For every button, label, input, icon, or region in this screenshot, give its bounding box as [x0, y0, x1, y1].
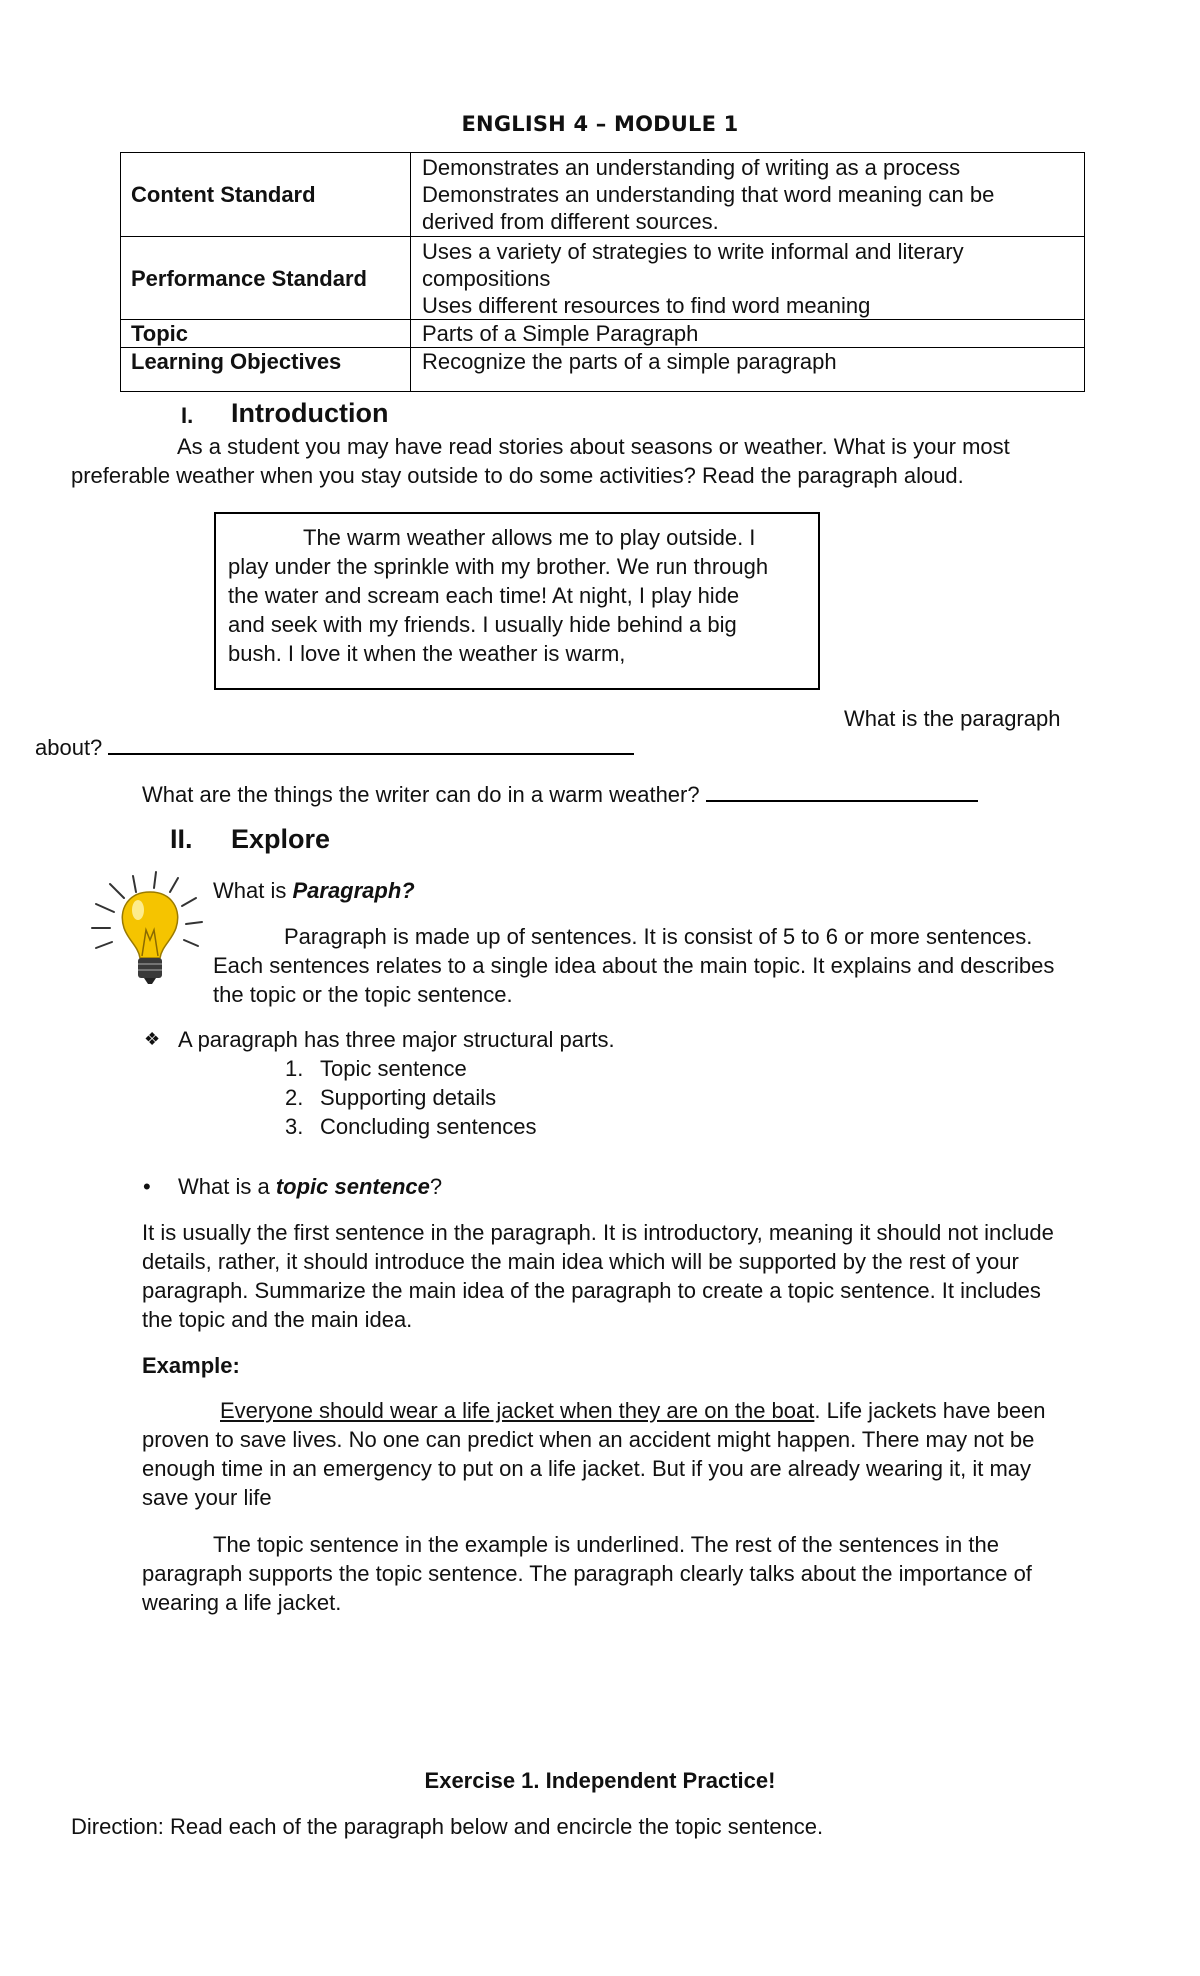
- standards-table: [120, 152, 1085, 392]
- explain-line-3: wearing a life jacket.: [142, 1590, 342, 1615]
- learning-objectives-label: Learning Objectives: [121, 348, 411, 392]
- answer-blank-1[interactable]: [108, 753, 634, 755]
- table-row: [121, 153, 1085, 237]
- lightbulb-icon: [90, 868, 230, 988]
- list-item-number: 3.: [285, 1114, 304, 1139]
- question-2: What are the things the writer can do in a warm weather?: [142, 780, 978, 809]
- content-standard-value: Demonstrates an understanding of writing as a process Demonstrates an understanding that word meaning can be derived from different sources.: [411, 153, 1085, 237]
- explore-numeral: II.: [170, 824, 193, 854]
- example-label: Example:: [142, 1353, 240, 1378]
- intro-text-line-2: preferable weather when you stay outside to do some activities? Read the paragraph aloud.: [71, 463, 964, 488]
- table-row: [121, 320, 1085, 348]
- intro-heading: Introduction: [231, 398, 389, 428]
- bullet-icon: •: [143, 1174, 151, 1199]
- topic-line-3: paragraph. Summarize the main idea of the paragraph to create a topic sentence. It includes: [142, 1278, 1041, 1303]
- list-item-number: 2.: [285, 1085, 304, 1110]
- answer-blank-2[interactable]: [706, 800, 978, 802]
- example-line-2: proven to save lives. No one can predict when an accident might happen. There may not be: [142, 1427, 1035, 1452]
- list-item-number: 1.: [285, 1056, 304, 1081]
- table-row: [121, 348, 1085, 392]
- definition-line-1: Paragraph is made up of sentences. It is consist of 5 to 6 or more sentences.: [284, 924, 1033, 949]
- list-item: Concluding sentences: [320, 1114, 537, 1139]
- definition-line-2: Each sentences relates to a single idea about the main topic. It explains and describes: [213, 953, 1055, 978]
- content-standard-label: Content Standard: [121, 153, 411, 237]
- example-line-4: save your life: [142, 1485, 272, 1510]
- list-item: Topic sentence: [320, 1056, 467, 1081]
- underlined-topic-sentence: Everyone should wear a life jacket when they are on the boat: [220, 1398, 815, 1423]
- example-line-3: enough time in an emergency to put on a life jacket. But if you are already wearing it, it may: [142, 1456, 1032, 1481]
- topic-sentence-question: What is a topic sentence?: [178, 1174, 443, 1199]
- explain-line-2: paragraph supports the topic sentence. The paragraph clearly talks about the importance of: [142, 1561, 1032, 1586]
- performance-standard-label: Performance Standard: [121, 237, 411, 320]
- definition-line-3: the topic or the topic sentence.: [213, 982, 513, 1007]
- list-item: Supporting details: [320, 1085, 497, 1110]
- topic-line-4: the topic and the main idea.: [142, 1307, 413, 1332]
- intro-numeral: I.: [181, 403, 194, 428]
- exercise-direction: Direction: Read each of the paragraph below and encircle the topic sentence.: [71, 1814, 824, 1839]
- diamond-bullet-icon: ❖: [144, 1029, 161, 1049]
- performance-standard-value: Uses a variety of strategies to write informal and literary compositions Uses different resources to find word meaning: [411, 237, 1085, 320]
- page-title: ENGLISH 4 – MODULE 1: [461, 112, 739, 136]
- question-1-text: What is the paragraph: [844, 706, 1061, 731]
- topic-label: Topic: [121, 320, 411, 348]
- topic-line-1: It is usually the first sentence in the paragraph. It is introductory, meaning it should not include: [142, 1220, 1054, 1245]
- exercise-title: Exercise 1. Independent Practice!: [424, 1768, 776, 1793]
- sample-paragraph-box: The warm weather allows me to play outside. I play under the sprinkle with my brother. We run through the water and scream each time! At night, I play hide and seek with my friends. I usually hide behind a big bush. I love it when the weather is warm,: [214, 512, 820, 690]
- example-first-line: Everyone should wear a life jacket when they are on the boat. Life jackets have been: [220, 1398, 1046, 1423]
- what-is-paragraph: What is Paragraph?: [213, 878, 415, 903]
- intro-text-line-1: As a student you may have read stories about seasons or weather. What is your most: [177, 434, 1010, 459]
- table-row: [121, 237, 1085, 320]
- learning-objectives-value: Recognize the parts of a simple paragraph: [411, 348, 1085, 392]
- explore-heading: Explore: [231, 824, 331, 854]
- question-1-about: about?: [35, 733, 634, 762]
- topic-line-2: details, rather, it should introduce the main idea which will be supported by the rest of your: [142, 1249, 1019, 1274]
- explain-line-1: The topic sentence in the example is underlined. The rest of the sentences in the: [213, 1532, 999, 1557]
- parts-intro: A paragraph has three major structural parts.: [178, 1027, 615, 1052]
- topic-value: Parts of a Simple Paragraph: [411, 320, 1085, 348]
